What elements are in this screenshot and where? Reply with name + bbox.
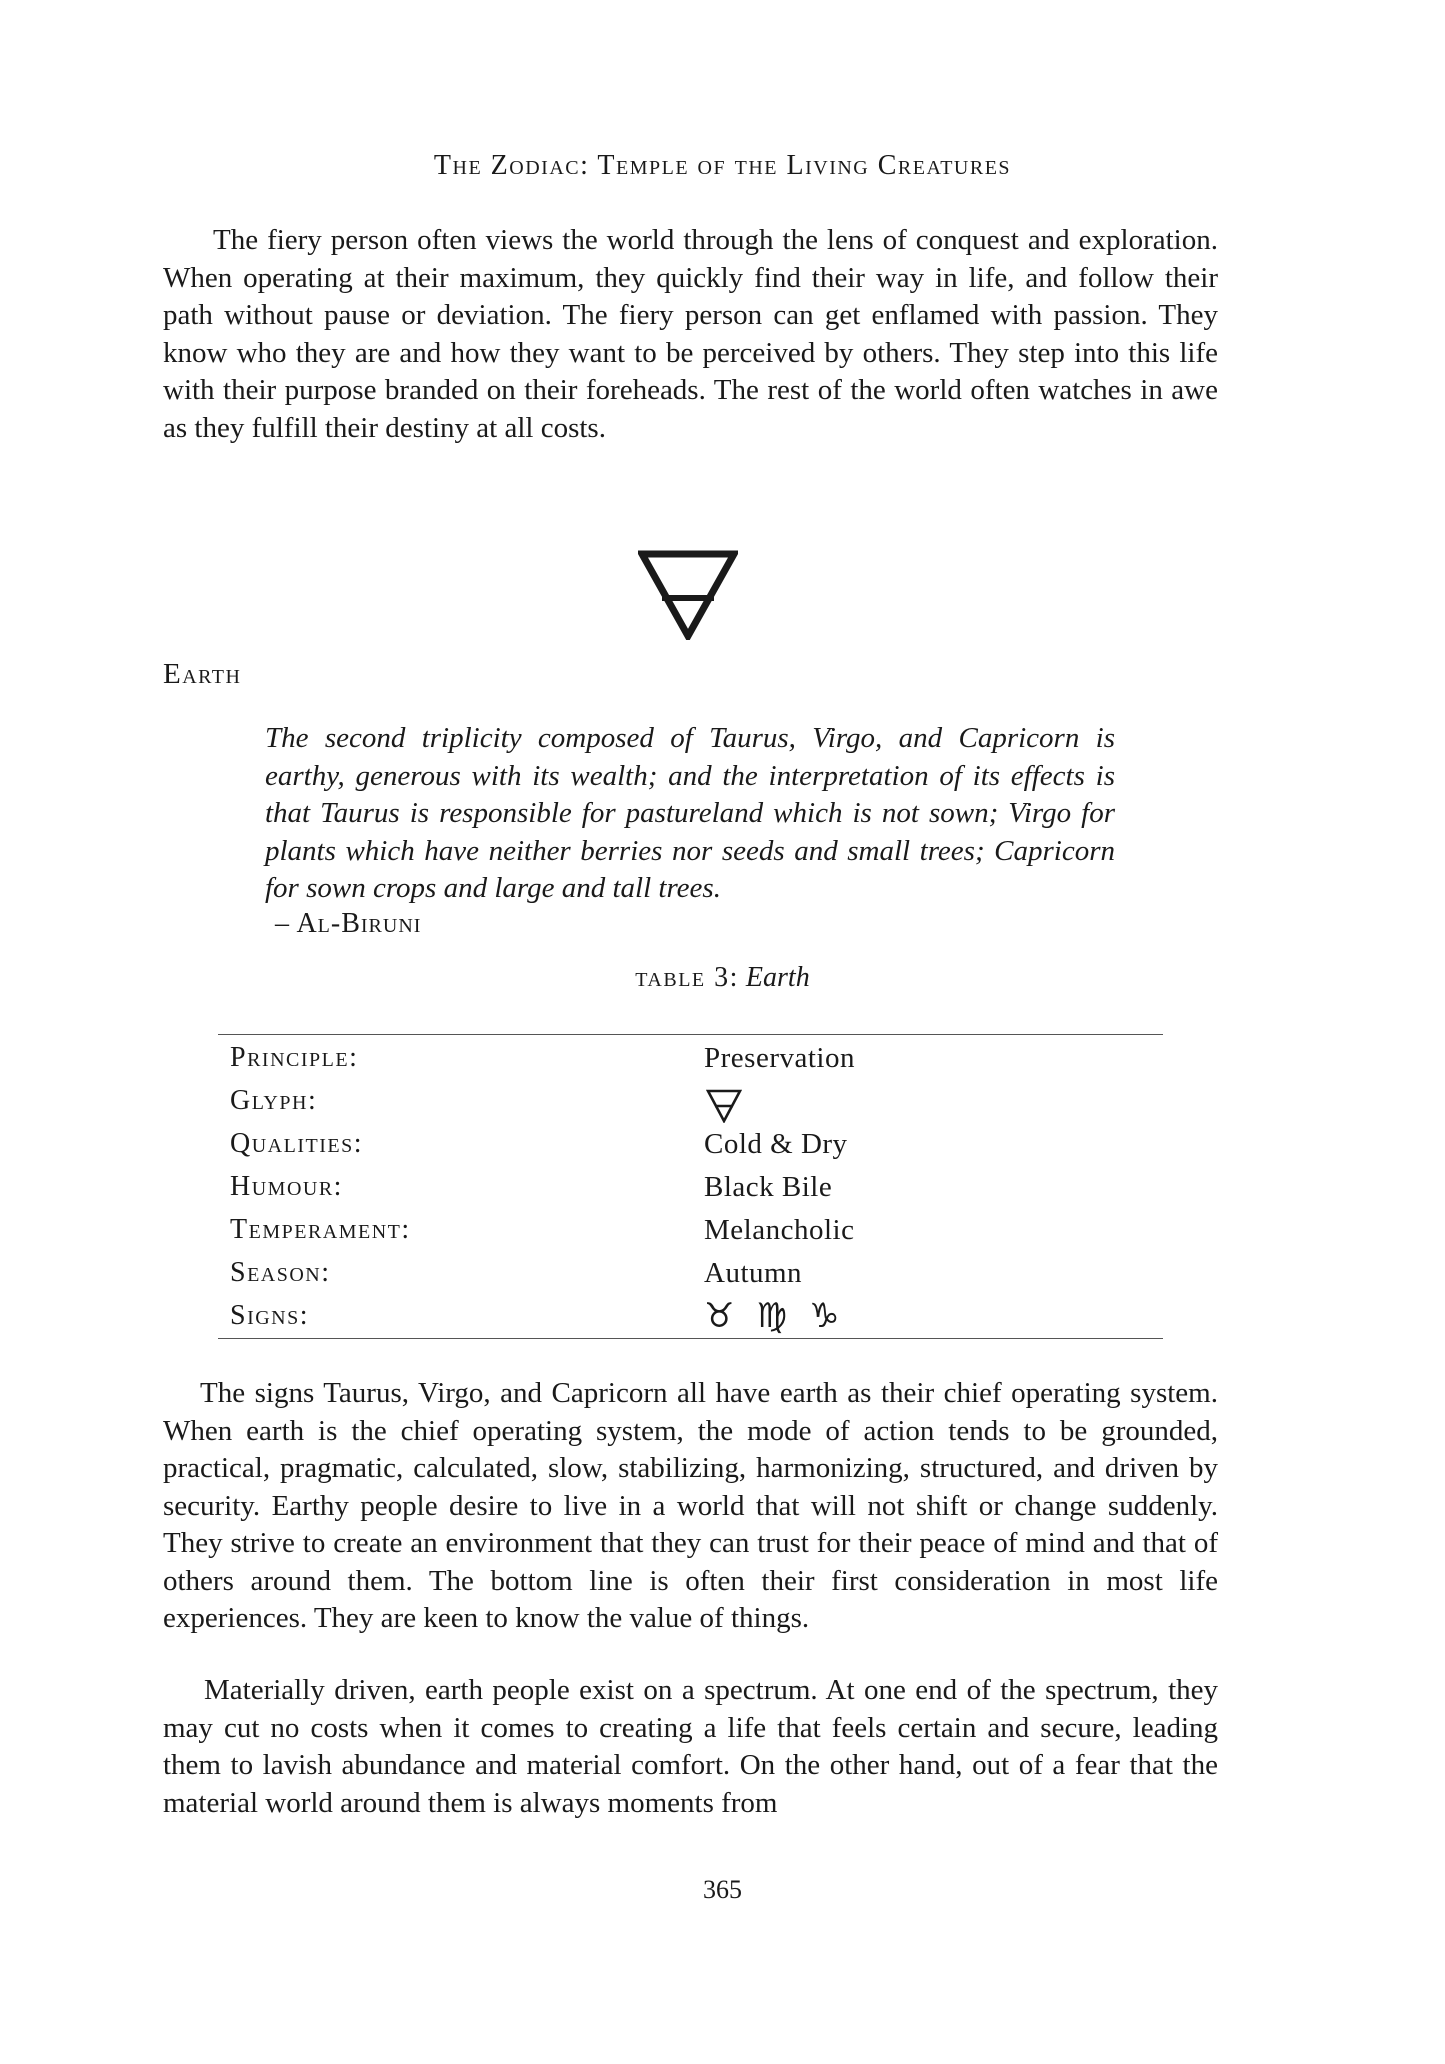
row-value-principle: Preservation: [704, 1042, 855, 1074]
earth-element-icon: [638, 550, 738, 640]
row-key-qualities: Qualities:: [230, 1128, 363, 1159]
row-key-humour: Humour:: [230, 1171, 343, 1202]
row-key-glyph: Glyph:: [230, 1085, 318, 1116]
section-heading-earth: Earth: [163, 658, 242, 690]
table-rule-bottom: [218, 1338, 1163, 1339]
paragraph-earth-1: The signs Taurus, Virgo, and Capricorn all have earth as their chief operating system. When earth is the chief operating system, the mode of action tends to be grounded, practical, pragmatic, calculated, slow, stabilizing, harmonizing, structured, and driven by security. Earthy people desire to live in a world that will not shift or change suddenly. They strive to create an environment that they can trust for their peace of mind and that of others around them. The bottom line is often their first consideration in most life experiences. They are keen to know the value of things.: [163, 1377, 1218, 1634]
table-row: [230, 1167, 1160, 1210]
row-key-signs: Signs:: [230, 1300, 310, 1331]
row-value-season: Autumn: [704, 1257, 803, 1289]
row-value-qualities: Cold & Dry: [704, 1128, 848, 1160]
table-row: [230, 1296, 1160, 1339]
table-caption-title: Earth: [745, 962, 810, 993]
paragraph-earth-2: Materially driven, earth people exist on a spectrum. At one end of the spectrum, they may cut no costs when it comes to creating a life that feels certain and secure, leading them to lavish abundance and material comfort. On the other hand, out of a fear that the material world around them is always moments from: [163, 1674, 1218, 1819]
epigraph-quote: The second triplicity composed of Taurus, Virgo, and Capricorn is earthy, generous with its wealth; and the interpretation of its effects is that Taurus is responsible for pastureland which is not sown; Virgo for plants which have neither berries nor seeds and small trees; Capricorn for sown crops and large and tall trees.: [265, 722, 1115, 904]
earth-element-icon: [706, 1089, 742, 1123]
row-key-season: Season:: [230, 1257, 331, 1288]
table-row: [230, 1124, 1160, 1167]
row-value-temperament: Melancholic: [704, 1214, 855, 1246]
row-key-principle: Principle:: [230, 1042, 359, 1073]
zodiac-signs-icons: ♉♍♑: [704, 1296, 862, 1336]
table-caption: [0, 962, 1445, 994]
row-value-humour: Black Bile: [704, 1171, 833, 1203]
table-row: [230, 1081, 1160, 1124]
table-row: [230, 1210, 1160, 1253]
table-row: [230, 1253, 1160, 1296]
table-caption-label: table 3:: [635, 962, 739, 993]
paragraph-fire: The fiery person often views the world through the lens of conquest and exploration. When operating at their maximum, they quickly find their way in life, and follow their path without pause or deviation. The fiery person can get enflamed with passion. They know who they are and how they want to be perceived by others. They step into this life with their purpose branded on their foreheads. The rest of the world often watches in awe as they fulfill their destiny at all costs.: [163, 224, 1218, 444]
table-row: [230, 1038, 1160, 1081]
epigraph-attribution: – Al-Biruni: [275, 908, 422, 939]
running-head: The Zodiac: Temple of the Living Creatures: [433, 150, 1012, 181]
row-key-temperament: Temperament:: [230, 1214, 411, 1245]
table-rule-top: [218, 1034, 1163, 1035]
element-table: [230, 1038, 1160, 1339]
page-number: 365: [703, 1875, 742, 1904]
